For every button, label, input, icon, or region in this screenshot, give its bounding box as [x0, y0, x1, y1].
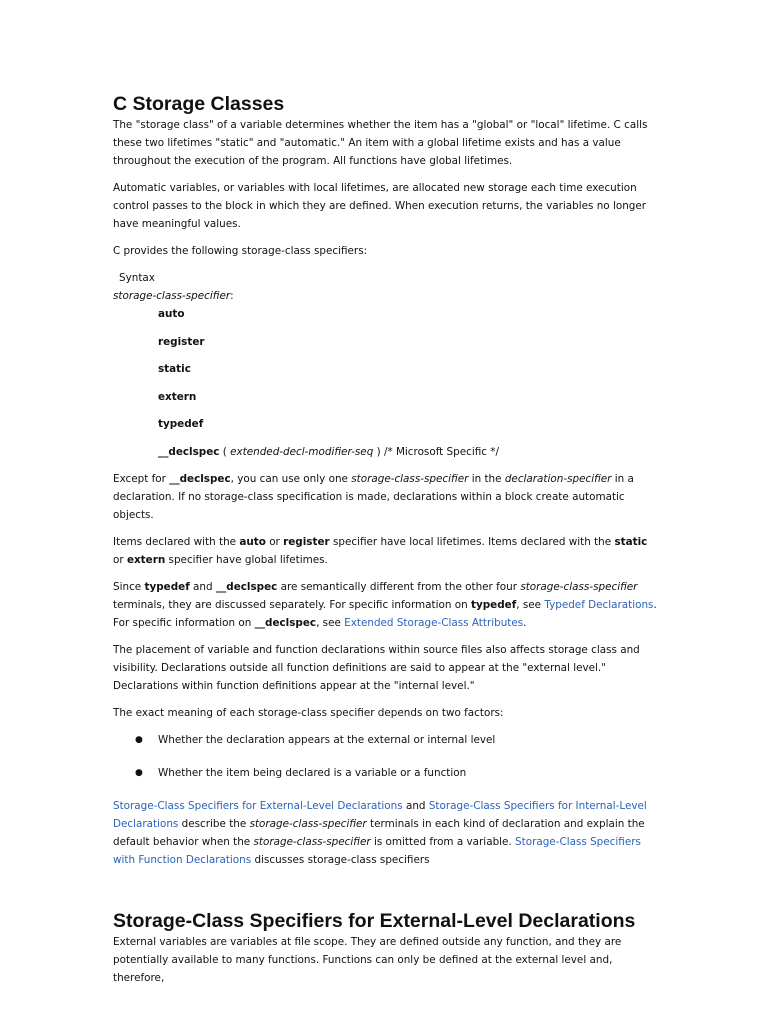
link-external-level-declarations[interactable]: Storage-Class Specifiers for External-Level Declarations	[113, 799, 403, 812]
text: Except for	[113, 472, 170, 485]
keyword: __declspec	[215, 580, 278, 593]
text: terminals in each kind of declaration and explain the default behavior when the	[113, 817, 645, 848]
text: is omitted from a variable.	[370, 835, 516, 848]
syntax-term	[113, 287, 658, 305]
keyword-declspec: __declspec	[158, 445, 220, 458]
syntax-term-name: storage-class-specifier	[113, 290, 231, 302]
term: storage-class-specifier	[351, 472, 469, 485]
term: storage-class-specifier	[249, 817, 367, 830]
list-item-text: Whether the declaration appears at the external or internal level	[158, 733, 496, 746]
keyword: typedef	[144, 580, 190, 593]
intro-paragraph-1: The "storage class" of a variable determines whether the item has a "global" or "local" lifetime. C calls these two lifetimes "static" and "automatic." An item with a global lifetime exists and has a value throughout the execution of the program. All functions have global lifetimes.	[113, 119, 648, 167]
text: Items declared with the	[113, 535, 240, 548]
term: declaration-specifier	[504, 472, 612, 485]
keyword: typedef	[471, 598, 517, 611]
text: specifier have global lifetimes.	[165, 553, 328, 566]
keyword: __declspec	[169, 472, 231, 485]
text: terminals, they are discussed separately. For specific information on	[113, 598, 471, 611]
text: in a declaration. If no storage-class specification is made, declarations within a block create automatic objects.	[113, 472, 634, 521]
text: discusses storage-class specifiers	[251, 853, 430, 866]
link-internal-level-declarations[interactable]: Storage-Class Specifiers for Internal-Level Declarations	[113, 799, 647, 830]
term: storage-class-specifier	[253, 835, 371, 848]
declspec-close: ) /* Microsoft Specific */	[373, 445, 499, 458]
keyword: __declspec	[254, 616, 317, 629]
declspec-argument: extended-decl-modifier-seq	[230, 445, 374, 458]
text: in the	[468, 472, 505, 485]
text: and	[402, 799, 429, 812]
text: specifier have local lifetimes. Items declared with the	[329, 535, 615, 548]
page-title: C Storage Classes	[113, 93, 285, 115]
keyword: extern	[126, 553, 166, 566]
bullet-icon: ●	[135, 734, 143, 745]
text: .	[523, 616, 527, 629]
keyword-auto: auto	[158, 308, 185, 320]
keyword: static	[614, 535, 648, 548]
keyword-static: static	[158, 363, 191, 375]
text: and	[189, 580, 216, 593]
syntax-label: Syntax	[119, 272, 155, 284]
text: , see	[516, 598, 545, 611]
intro-paragraph-3: C provides the following storage-class specifiers:	[113, 245, 368, 257]
text: . For specific information on	[113, 598, 657, 629]
bullet-icon: ●	[135, 767, 143, 778]
paragraph-except	[113, 470, 658, 524]
text: , see	[316, 616, 345, 629]
paragraph-placement: The placement of variable and function declarations within source files also affects storage class and visibility. Declarations outside all function definitions are said to appear at the "external level." Declarations within function definitions appear at the "internal level."	[113, 643, 640, 692]
link-function-declarations[interactable]: Storage-Class Specifiers with Function Declarations	[113, 835, 641, 866]
text: describe the	[178, 817, 250, 830]
list-item-text: Whether the item being declared is a variable or a function	[158, 766, 467, 779]
link-extended-storage-class-attributes[interactable]: Extended Storage-Class Attributes	[344, 616, 524, 629]
link-typedef-declarations[interactable]: Typedef Declarations	[544, 598, 654, 611]
keyword-extern: extern	[158, 390, 197, 403]
term: storage-class-specifier	[520, 580, 638, 593]
section-title: Storage-Class Specifiers for External-Level Declarations	[113, 909, 636, 932]
keyword-declspec-line	[158, 443, 658, 461]
paragraph-links	[113, 797, 658, 869]
list-item	[113, 764, 658, 782]
text: or	[113, 553, 127, 566]
intro-paragraph-2: Automatic variables, or variables with local lifetimes, are allocated new storage each time execution control passes to the block in which they are defined. When execution returns, the variables no longer have meaningful values.	[113, 182, 647, 230]
paragraph-factors: The exact meaning of each storage-class specifier depends on two factors:	[113, 706, 504, 719]
text: Since	[113, 580, 145, 593]
text: , you can use only one	[230, 472, 352, 485]
keyword: auto	[239, 535, 266, 548]
keyword-typedef: typedef	[158, 418, 204, 430]
declspec-open: (	[219, 445, 231, 458]
syntax-term-colon: :	[230, 290, 234, 302]
paragraph-items	[113, 533, 658, 569]
paragraph-since	[113, 578, 658, 632]
factors-list	[113, 731, 658, 782]
section-paragraph: External variables are variables at file scope. They are defined outside any function, and they are potentially available to many functions. Functions can only be defined at the external level and, therefore,	[113, 935, 622, 984]
text: or	[265, 535, 284, 548]
list-item	[113, 731, 658, 749]
keyword-register: register	[158, 335, 205, 348]
keyword: register	[283, 535, 330, 548]
text: are semantically different from the other four	[277, 580, 521, 593]
